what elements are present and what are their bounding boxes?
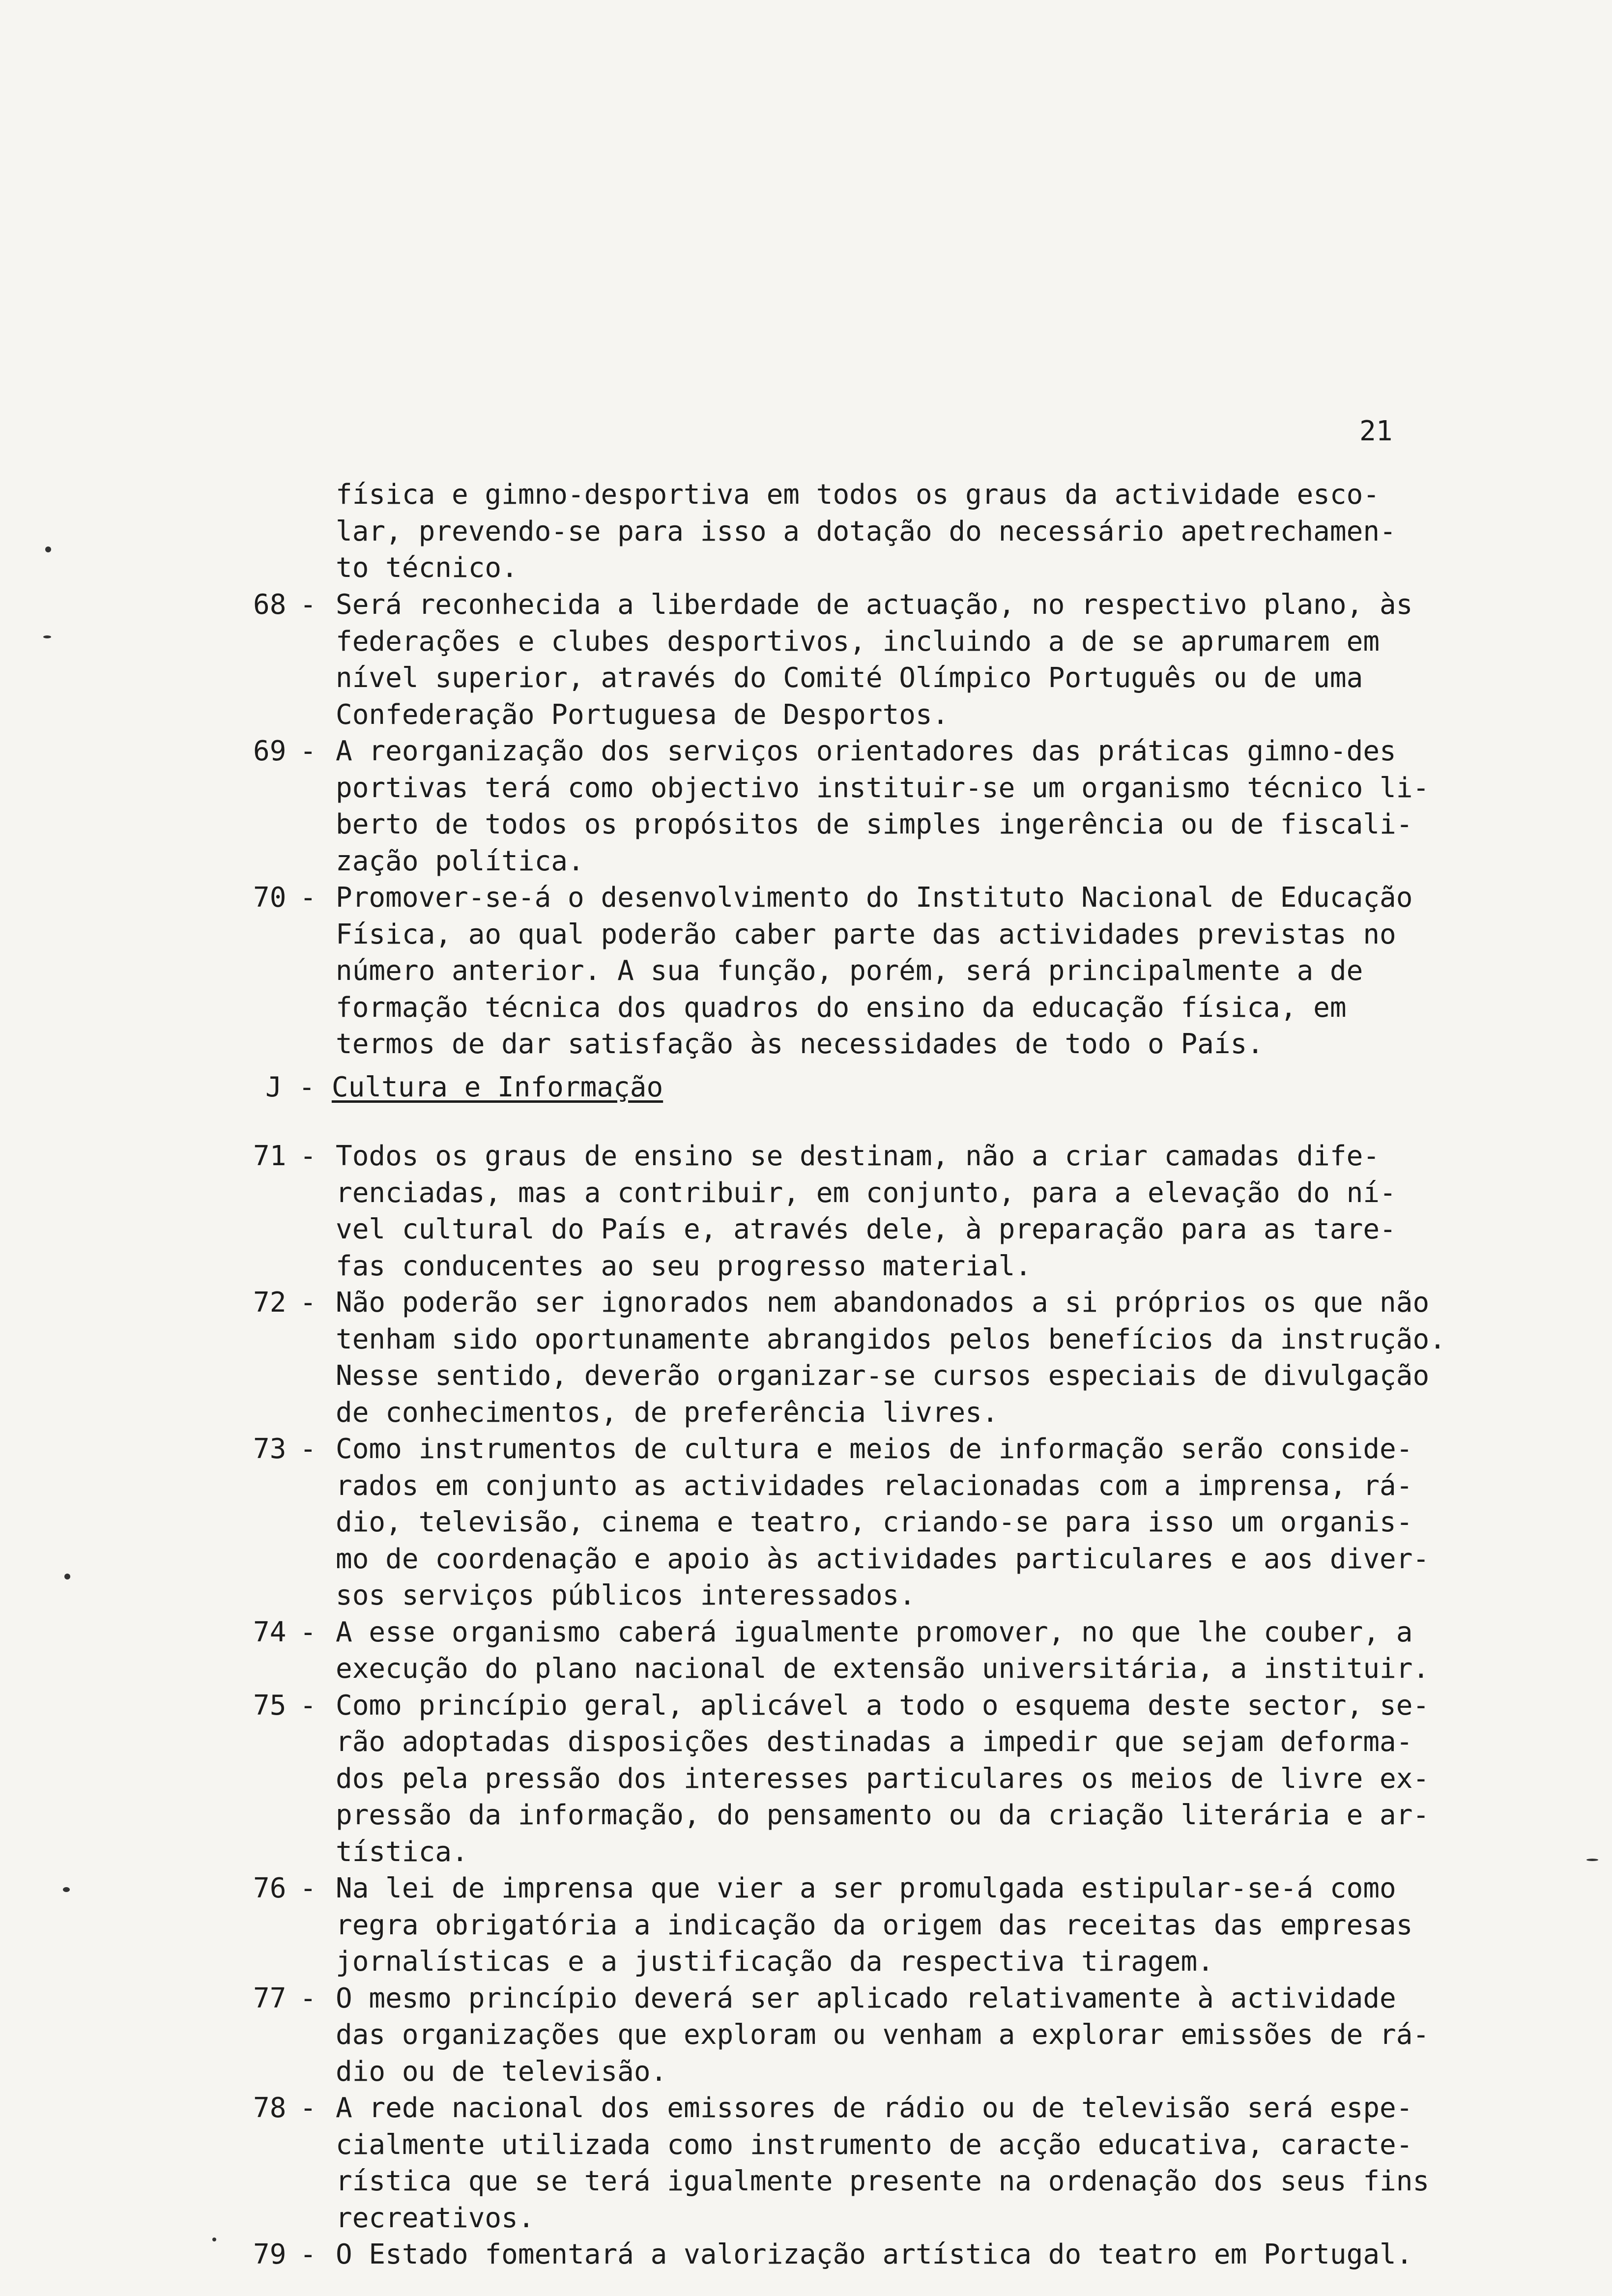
- item-number: 76: [253, 1872, 287, 1904]
- item-text-line: Não poderão ser ignorados nem abandonados a si próprios os que não: [336, 1287, 1430, 1319]
- item-text-line: jornalísticas e a justificação da respectiva tiragem.: [336, 1946, 1214, 1978]
- item-dash: -: [300, 1140, 317, 1172]
- item-text-line: regra obrigatória a indicação da origem das receitas das empresas: [336, 1909, 1413, 1941]
- item-number: 74: [253, 1616, 287, 1648]
- item-dash: -: [300, 1872, 317, 1904]
- item-text-line: cialmente utilizada como instrumento de acção educativa, caracte-: [336, 2128, 1413, 2161]
- item-text-line: rística que se terá igualmente presente na ordenação dos seus fins: [336, 2165, 1430, 2197]
- item-text-line: Promover-se-á o desenvolvimento do Instituto Nacional de Educação: [336, 882, 1413, 914]
- item-text-line: de conhecimentos, de preferência livres.: [336, 1396, 999, 1429]
- scan-speck: [64, 1574, 70, 1579]
- scan-speck: [212, 2238, 216, 2241]
- item-text-line: dio, televisão, cinema e teatro, criando-se para isso um organis-: [336, 1506, 1413, 1538]
- item-dash: -: [300, 1287, 317, 1319]
- item-dash: -: [300, 2239, 317, 2270]
- item-text-line: berto de todos os propósitos de simples ingerência ou de fiscali-: [336, 808, 1413, 840]
- item-dash: -: [300, 1982, 317, 2014]
- item-number: 78: [253, 2092, 287, 2124]
- item-text-line: Todos os graus de ensino se destinam, não a criar camadas dife-: [336, 1140, 1380, 1172]
- section-letter: J: [265, 1071, 282, 1103]
- item-text-line: Na lei de imprensa que vier a ser promulgada estipular-se-á como: [336, 1872, 1396, 1904]
- item-number: 79: [253, 2239, 287, 2270]
- item-dash: -: [300, 1689, 317, 1722]
- item-dash: -: [300, 1433, 317, 1465]
- item-dash: -: [300, 2092, 317, 2124]
- scan-speck: [63, 1887, 70, 1892]
- item-text-line: A reorganização dos serviços orientadores das práticas gimno-des: [336, 735, 1396, 767]
- item-text-line: zação política.: [336, 845, 584, 877]
- item-text-line: Como princípio geral, aplicável a todo o esquema deste sector, se-: [336, 1689, 1430, 1722]
- item-text-line: vel cultural do País e, através dele, à preparação para as tare-: [336, 1213, 1396, 1245]
- item-text-line: formação técnica dos quadros do ensino da educação física, em: [336, 991, 1347, 1024]
- item-number: 77: [253, 1982, 287, 2014]
- item-text-line: A esse organismo caberá igualmente promover, no que lhe couber, a: [336, 1616, 1413, 1648]
- item-text-line: Como instrumentos de cultura e meios de informação serão conside-: [336, 1433, 1413, 1465]
- paragraph-line: física e gimno-desportiva em todos os graus da actividade esco-: [336, 479, 1380, 511]
- item-number: 73: [253, 1433, 287, 1465]
- item-number: 70: [253, 882, 287, 914]
- item-number: 68: [253, 589, 287, 621]
- item-dash: -: [300, 589, 317, 621]
- item-text-line: A rede nacional dos emissores de rádio ou de televisão será espe-: [336, 2092, 1413, 2124]
- paragraph-line: to técnico.: [336, 552, 518, 584]
- item-dash: -: [300, 1616, 317, 1648]
- item-text-line: dos pela pressão dos interesses particulares os meios de livre ex-: [336, 1762, 1430, 1795]
- item-text-line: Confederação Portuguesa de Desportos.: [336, 698, 949, 731]
- item-text-line: Nesse sentido, deverão organizar-se cursos especiais de divulgação: [336, 1360, 1430, 1392]
- item-text-line: recreativos.: [336, 2202, 535, 2234]
- item-text-line: renciadas, mas a contribuir, em conjunto, para a elevação do ní-: [336, 1177, 1396, 1209]
- item-text-line: dio ou de televisão.: [336, 2055, 667, 2088]
- item-text-line: rão adoptadas disposições destinadas a impedir que sejam deforma-: [336, 1726, 1413, 1758]
- item-text-line: mo de coordenação e apoio às actividades particulares e aos diver-: [336, 1543, 1430, 1575]
- item-text-line: O mesmo princípio deverá ser aplicado relativamente à actividade: [336, 1982, 1396, 2014]
- item-text-line: pressão da informação, do pensamento ou da criação literária e ar-: [336, 1799, 1430, 1831]
- item-text-line: rados em conjunto as actividades relacionadas com a imprensa, rá-: [336, 1469, 1413, 1502]
- item-text-line: O Estado fomentará a valorização artística do teatro em Portugal.: [336, 2239, 1413, 2270]
- item-text-line: federações e clubes desportivos, incluindo a de se aprumarem em: [336, 625, 1380, 658]
- item-text-line: nível superior, através do Comité Olímpico Português ou de uma: [336, 662, 1363, 694]
- scan-speck: [43, 635, 51, 638]
- item-text-line: Física, ao qual poderão caber parte das actividades previstas no: [336, 918, 1396, 950]
- item-text-line: execução do plano nacional de extensão universitária, a instituir.: [336, 1653, 1430, 1685]
- item-number: 69: [253, 735, 287, 767]
- item-text-line: sos serviços públicos interessados.: [336, 1579, 916, 1611]
- item-text-line: portivas terá como objectivo instituir-se um organismo técnico li-: [336, 772, 1430, 804]
- item-text-line: fas conducentes ao seu progresso material.: [336, 1250, 1032, 1282]
- section-title: Cultura e Informação: [331, 1071, 663, 1103]
- section-dash: -: [298, 1071, 316, 1103]
- scan-speck: [45, 546, 51, 552]
- page-number: 21: [1359, 415, 1393, 447]
- item-text-line: tística.: [336, 1836, 468, 1868]
- item-number: 71: [253, 1140, 287, 1172]
- section-heading: [265, 1069, 663, 1106]
- item-text-line: termos de dar satisfação às necessidades de todo o País.: [336, 1028, 1264, 1060]
- item-text-line: tenham sido oportunamente abrangidos pelos benefícios da instrução.: [336, 1323, 1446, 1355]
- item-dash: -: [300, 735, 317, 767]
- item-dash: -: [300, 882, 317, 914]
- item-number: 75: [253, 1689, 287, 1722]
- item-number: 72: [253, 1287, 287, 1319]
- scan-speck: [1586, 1859, 1598, 1861]
- paragraph-line: lar, prevendo-se para isso a dotação do necessário apetrechamen-: [336, 515, 1396, 547]
- item-text-line: número anterior. A sua função, porém, será principalmente a de: [336, 955, 1363, 987]
- item-text-line: Será reconhecida a liberdade de actuação, no respectivo plano, às: [336, 589, 1413, 621]
- item-text-line: das organizações que exploram ou venham a explorar emissões de rá-: [336, 2019, 1430, 2051]
